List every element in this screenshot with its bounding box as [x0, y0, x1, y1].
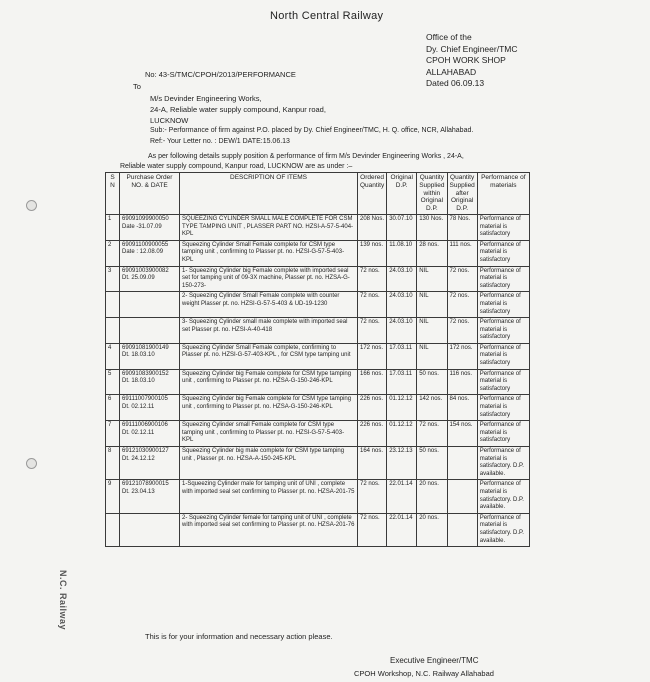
cell-ordered-qty: 166 nos. [358, 369, 387, 395]
cell-performance: Performance of material is satisfactory [477, 318, 529, 344]
cell-description: 1-Squeezing Cylinder male for tamping unit of UNI , complete with imported seal set confirming to Plasser pt. no. HZSA-201-75 [180, 480, 358, 513]
cell-ordered-qty: 72 nos. [358, 266, 387, 292]
cell-description: 1- Squeezing Cylinder big Female complete with imported seal set for tamping unit of 09-3X machine, Plasser pt. no. HZSA-G-150-273- [180, 266, 358, 292]
cell-sn: 2 [106, 240, 120, 266]
punch-hole [26, 200, 37, 211]
table-body [106, 214, 530, 546]
cell-po: 69091081900149 Dt. 18.03.10 [120, 343, 180, 369]
header-po: Purchase Order NO. & DATE [120, 173, 180, 215]
cell-performance: Performance of material is satisfactory [477, 292, 529, 318]
cell-performance: Performance of material is satisfactory [477, 214, 529, 240]
header-performance: Performance of materials [477, 173, 529, 215]
signatory-office: CPOH Workshop, N.C. Railway Allahabad [354, 669, 494, 678]
cell-qty-after: 72 nos. [447, 292, 477, 318]
table-row [106, 240, 530, 266]
cell-original-dp: 30.07.10 [387, 214, 417, 240]
header-qty-after: Quantity Supplied after Original D.P. [447, 173, 477, 215]
cell-qty-after [447, 513, 477, 546]
header-original-dp: Original D.P. [387, 173, 417, 215]
office-line: Dy. Chief Engineer/TMC [426, 43, 518, 54]
cell-description: Squeezing Cylinder big male complete for CSM type tamping unit , Plasser pt. no. HZSA-A-150-245-KPL [180, 447, 358, 480]
table-header-row [106, 173, 530, 215]
cell-description: Squeezing Cylinder small Female complete for CSM type tamping unit , confirming to Plasser pt. no. HZSI-G-57-5-403-KPL [180, 421, 358, 447]
subject-line: Sub:- Performance of firm against P.O. placed by Dy. Chief Engineer/TMC, H. Q. office, NCR, Allahabad. [150, 127, 474, 134]
cell-qty-after: 72 nos. [447, 266, 477, 292]
addressee-name: M/s Devinder Engineering Works, [150, 94, 262, 103]
cell-sn: 1 [106, 214, 120, 240]
cell-performance: Performance of material is satisfactory [477, 240, 529, 266]
table-row [106, 447, 530, 480]
cell-original-dp: 24.03.10 [387, 266, 417, 292]
dated-line: Dated 06.09.13 [426, 78, 485, 88]
side-stamp: N.C. Railway [58, 570, 68, 631]
cell-original-dp: 24.03.10 [387, 292, 417, 318]
header-description: DESCRIPTION OF ITEMS [180, 173, 358, 215]
cell-description: SQUEEZING CYLINDER SMALL MALE COMPLETE FOR CSM TYPE TAMPING UNIT , PLASSER PART NO. HZSI-A-57-5-404-KPL [180, 214, 358, 240]
cell-po: 69091083900152 Dt. 18.03.10 [120, 369, 180, 395]
office-block [426, 32, 517, 90]
signatory-title: Executive Engineer/TMC [390, 656, 479, 665]
cell-po: 69111007900105 Dt. 02.12.11 [120, 395, 180, 421]
cell-sn: 5 [106, 369, 120, 395]
cell-ordered-qty: 72 nos. [358, 480, 387, 513]
table-row [106, 395, 530, 421]
cell-po: 69091003900082 Dt. 25.09.09 [120, 266, 180, 292]
cell-performance: Performance of material is satisfactory [477, 369, 529, 395]
cell-po: 69091100900055 Date : 12.08.09 [120, 240, 180, 266]
cell-original-dp: 01.12.12 [387, 395, 417, 421]
table-row [106, 318, 530, 344]
addressee-address: 24-A, Reliable water supply compound, Kanpur road, [150, 105, 326, 114]
cell-performance: Performance of material is satisfactory [477, 266, 529, 292]
addressee-city: LUCKNOW [150, 116, 189, 125]
cell-qty-within: 50 nos. [417, 369, 447, 395]
cell-ordered-qty: 208 Nos. [358, 214, 387, 240]
to-label: To [133, 82, 141, 91]
cell-qty-after: 111 nos. [447, 240, 477, 266]
cell-qty-within: 28 nos. [417, 240, 447, 266]
cell-performance: Performance of material is satisfactory [477, 395, 529, 421]
cell-description: 2- Squeezing Cylinder female for tamping unit of UNI , complete with imported seal set confirming to Plasser pt. no. HZSA-201-76 [180, 513, 358, 546]
cell-ordered-qty: 172 nos. [358, 343, 387, 369]
cell-qty-within: 20 nos. [417, 513, 447, 546]
closing-line: This is for your information and necessary action please. [145, 632, 333, 641]
table-row [106, 292, 530, 318]
cell-performance: Performance of material is satisfactory. D.P. available. [477, 513, 529, 546]
cell-qty-within: NIL [417, 318, 447, 344]
cell-qty-within: 50 nos. [417, 447, 447, 480]
supply-performance-table [105, 172, 530, 547]
cell-ordered-qty: 164 nos. [358, 447, 387, 480]
header-ordered-qty: Ordered Quantity [358, 173, 387, 215]
cell-original-dp: 23.12.13 [387, 447, 417, 480]
office-line: Office of the [426, 32, 472, 42]
cell-ordered-qty: 139 nos. [358, 240, 387, 266]
cell-sn: 4 [106, 343, 120, 369]
header-sn: S N [106, 173, 120, 215]
cell-po: 69121030900127 Dt. 24.12.12 [120, 447, 180, 480]
cell-ordered-qty: 72 nos. [358, 292, 387, 318]
cell-po [120, 318, 180, 344]
office-line: CPOH WORK SHOP [426, 55, 506, 65]
intro-line: Reliable water supply compound, Kanpur road, LUCKNOW are as under :– [120, 163, 353, 170]
cell-qty-after: 84 nos. [447, 395, 477, 421]
cell-qty-after: 72 nos. [447, 318, 477, 344]
cell-sn: 7 [106, 421, 120, 447]
cell-performance: Performance of material is satisfactory. D.P. available. [477, 447, 529, 480]
table-row [106, 266, 530, 292]
cell-qty-within: 20 nos. [417, 480, 447, 513]
table-row [106, 480, 530, 513]
intro-line: As per following details supply position & performance of firm M/s Devinder Engineering Works , 24-A, [148, 153, 464, 160]
cell-qty-after: 78 Nos. [447, 214, 477, 240]
table-row [106, 369, 530, 395]
cell-ordered-qty: 226 nos. [358, 421, 387, 447]
cell-performance: Performance of material is satisfactory. D.P. available. [477, 480, 529, 513]
cell-description: 2- Squeezing Cylinder Small Female complete with counter weight Plasser pt. no. HZSI-G-57-5-403 & UD-19-1230 [180, 292, 358, 318]
cell-description: Squeezing Cylinder big Female complete for CSM type tamping unit , confirming to Plasser pt. no. HZSA-G-150-246-KPL [180, 369, 358, 395]
table-row [106, 513, 530, 546]
cell-qty-within: 130 Nos. [417, 214, 447, 240]
cell-qty-after: 172 nos. [447, 343, 477, 369]
cell-description: 3- Squeezing Cylinder small male complete with imported seal set Plasser pt. no. HZSI-A-40-418 [180, 318, 358, 344]
cell-po [120, 292, 180, 318]
cell-sn [106, 318, 120, 344]
cell-po [120, 513, 180, 546]
header-qty-within: Quantity Supplied within Original D.P. [417, 173, 447, 215]
cell-description: Squeezing Cylinder Small Female complete, confirming to Plasser pt. no. HZSI-G-57-403-KPL , for CSM type tamping unit [180, 343, 358, 369]
table-row [106, 421, 530, 447]
cell-qty-after [447, 447, 477, 480]
cell-original-dp: 11.08.10 [387, 240, 417, 266]
cell-original-dp: 01.12.12 [387, 421, 417, 447]
office-line: ALLAHABAD [426, 66, 477, 77]
cell-qty-after: 116 nos. [447, 369, 477, 395]
cell-original-dp: 22.01.14 [387, 513, 417, 546]
cell-po: 69091099900050 Date -31.07.09 [120, 214, 180, 240]
cell-sn: 3 [106, 266, 120, 292]
cell-qty-within: 142 nos. [417, 395, 447, 421]
cell-description: Squeezing Cylinder big Female complete for CSM type tamping unit , confirming to Plasser pt. no. HZSA-G-150-246-KPL [180, 395, 358, 421]
cell-original-dp: 22.01.14 [387, 480, 417, 513]
cell-po: 69111006900106 Dt. 02.12.11 [120, 421, 180, 447]
cell-description: Squeezing Cylinder Small Female complete for CSM type tamping unit , confirming to Plasser pt. no. HZSI-G-57-5-403-KPL [180, 240, 358, 266]
cell-sn: 6 [106, 395, 120, 421]
cell-qty-after [447, 480, 477, 513]
table-row [106, 343, 530, 369]
cell-qty-within: NIL [417, 343, 447, 369]
cell-qty-within: NIL [417, 266, 447, 292]
cell-sn [106, 292, 120, 318]
reference-number: No: 43-S/TMC/CPOH/2013/PERFORMANCE [145, 70, 296, 79]
cell-qty-within: NIL [417, 292, 447, 318]
reference-line: Ref:- Your Letter no. : DEW/1 DATE:15.06.13 [150, 138, 290, 145]
cell-sn [106, 513, 120, 546]
cell-sn: 8 [106, 447, 120, 480]
cell-ordered-qty: 72 nos. [358, 513, 387, 546]
cell-original-dp: 24.03.10 [387, 318, 417, 344]
cell-po: 69121078900015 Dt. 23.04.13 [120, 480, 180, 513]
punch-hole [26, 458, 37, 469]
cell-performance: Performance of material is satisfactory [477, 421, 529, 447]
cell-qty-within: 72 nos. [417, 421, 447, 447]
cell-performance: Performance of material is satisfactory [477, 343, 529, 369]
letterhead-title: North Central Railway [270, 10, 384, 22]
cell-sn: 9 [106, 480, 120, 513]
cell-ordered-qty: 226 nos. [358, 395, 387, 421]
cell-qty-after: 154 nos. [447, 421, 477, 447]
cell-original-dp: 17.03.11 [387, 369, 417, 395]
cell-original-dp: 17.03.11 [387, 343, 417, 369]
cell-ordered-qty: 72 nos. [358, 318, 387, 344]
table-row [106, 214, 530, 240]
